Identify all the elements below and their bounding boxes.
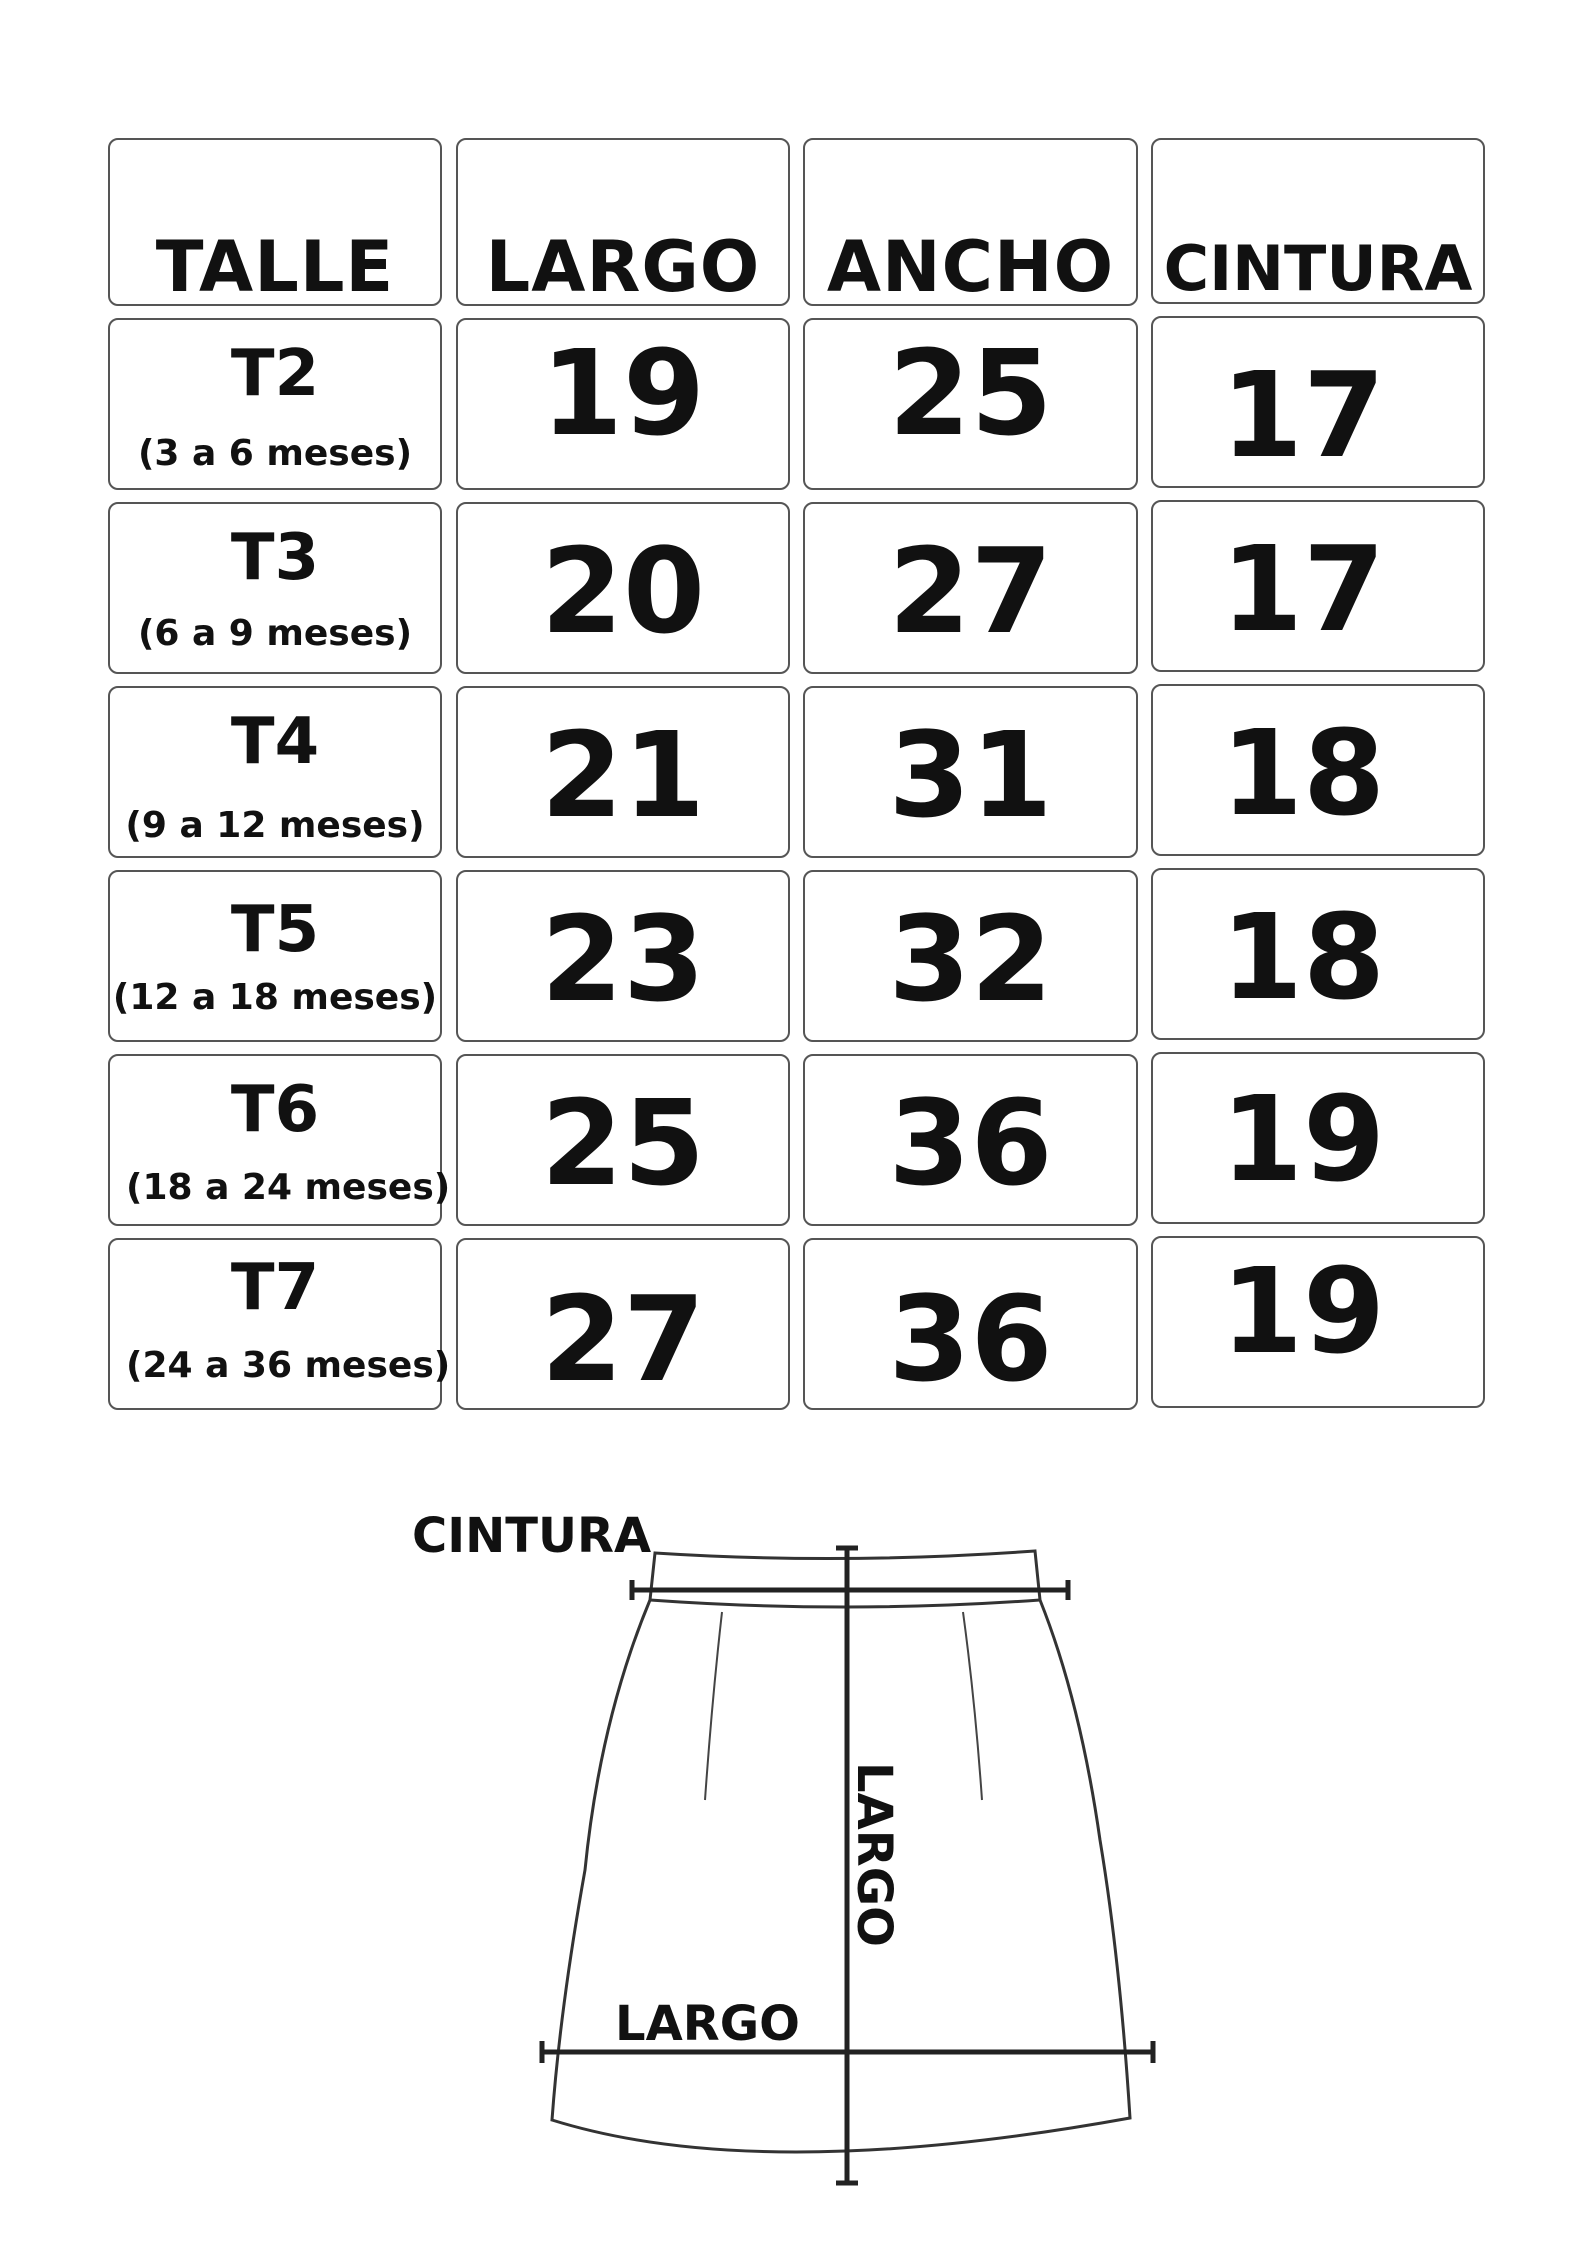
largo-value: 19 [540,324,706,462]
size-code: T3 [230,521,320,595]
ancho-value: 36 [888,1074,1053,1212]
size-code: T2 [230,337,320,411]
skirt-outline [552,1600,1130,2152]
age-range: (12 a 18 meses) [112,977,438,1018]
cintura-value: 19 [1220,1242,1386,1380]
label-largo-vertical: LARGO [846,1762,902,1947]
age-range: (24 a 36 meses) [126,1345,451,1386]
cintura-value: 18 [1220,888,1386,1026]
header-largo: LARGO [485,226,761,308]
largo-value: 20 [540,522,706,660]
label-cintura: CINTURA [412,1508,652,1564]
cintura-value: 18 [1220,704,1386,842]
header-cintura: CINTURA [1163,232,1473,305]
age-range: (9 a 12 meses) [125,805,425,846]
ancho-value: 32 [888,890,1053,1028]
ancho-value: 36 [888,1270,1053,1408]
skirt-dart-left [705,1612,722,1800]
largo-value: 21 [540,706,706,844]
size-code: T4 [230,705,320,779]
age-range: (6 a 9 meses) [137,613,413,654]
cintura-value: 19 [1220,1070,1386,1208]
cintura-value: 17 [1220,520,1386,658]
largo-value: 25 [540,1074,706,1212]
ancho-value: 27 [888,522,1053,660]
largo-value: 27 [540,1270,706,1408]
ancho-value: 31 [888,706,1053,844]
largo-value: 23 [540,890,706,1028]
label-largo-horizontal: LARGO [615,1996,800,2052]
header-ancho: ANCHO [826,226,1115,308]
age-range: (18 a 24 meses) [126,1167,451,1208]
ancho-value: 25 [888,324,1053,462]
size-code: T7 [230,1251,320,1325]
skirt-dart-right [963,1612,982,1800]
header-talle: TALLE [155,226,395,308]
size-code: T6 [230,1073,320,1147]
size-code: T5 [230,893,320,967]
cintura-value: 17 [1220,346,1386,484]
age-range: (3 a 6 meses) [137,433,413,474]
